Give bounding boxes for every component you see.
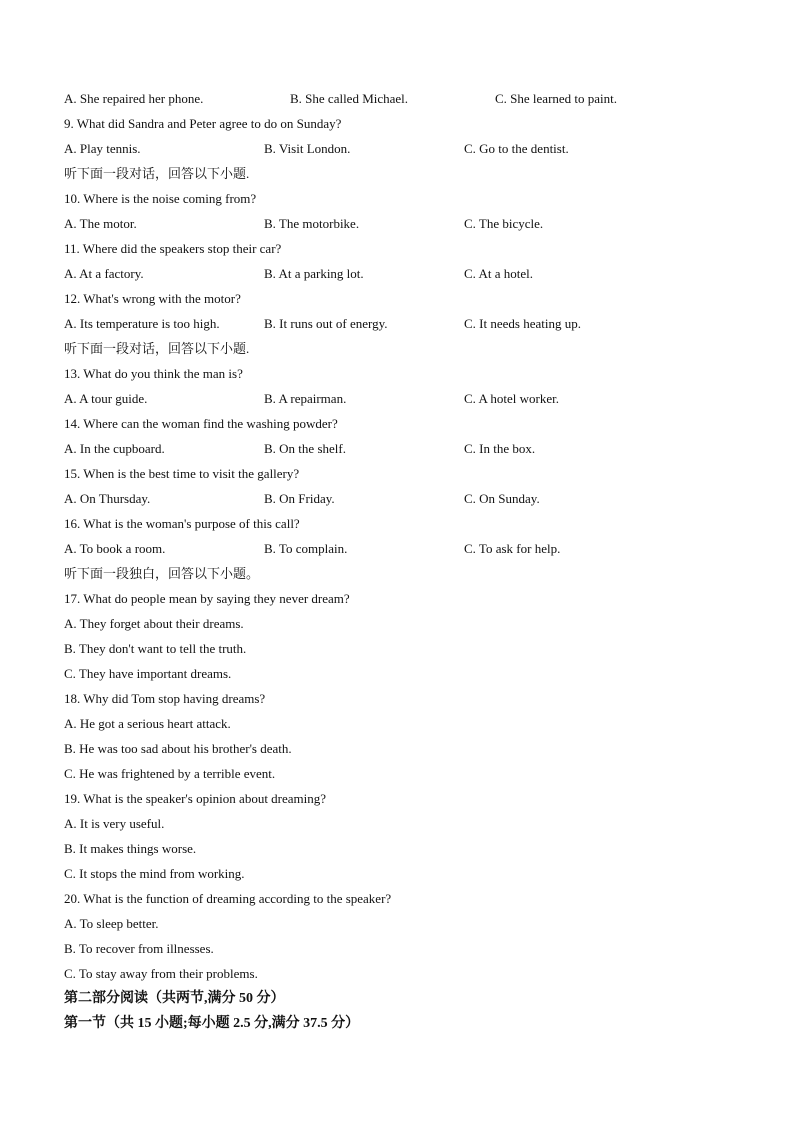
answer-option-b: B. The motorbike.	[264, 216, 360, 231]
answer-option-a: A. At a factory.	[64, 266, 144, 281]
answer-option: B. He was too sad about his brother's death.	[64, 741, 292, 756]
answer-option-c: C. Go to the dentist.	[464, 141, 569, 156]
answer-option-c: C. To ask for help.	[464, 541, 561, 556]
answer-option-a: A. In the cupboard.	[64, 441, 165, 456]
answer-option-c: C. In the box.	[464, 441, 536, 456]
question-text: 12. What's wrong with the motor?	[64, 291, 241, 306]
answer-option: C. They have important dreams.	[64, 666, 232, 681]
question-text: 17. What do people mean by saying they never dream?	[64, 591, 350, 606]
answer-option: A. He got a serious heart attack.	[64, 716, 231, 731]
answer-option-c: C. On Sunday.	[464, 491, 540, 506]
answer-option: B. It makes things worse.	[64, 841, 197, 856]
answer-option-a: A. A tour guide.	[64, 391, 148, 406]
listening-instruction: 听下面一段对话，回答以下小题.	[64, 166, 250, 181]
section-heading: 第二部分阅读（共两节,满分 50 分）	[64, 991, 285, 1006]
answer-option-b: B. On Friday.	[264, 491, 335, 506]
question-text: 14. Where can the woman find the washing powder?	[64, 416, 338, 431]
answer-option: C. It stops the mind from working.	[64, 866, 245, 881]
answer-option: A. They forget about their dreams.	[64, 616, 244, 631]
answer-option-b: B. At a parking lot.	[264, 266, 364, 281]
answer-option-a: A. To book a room.	[64, 541, 166, 556]
question-text: 11. Where did the speakers stop their car?	[64, 241, 282, 256]
answer-option-c: C. It needs heating up.	[464, 316, 581, 331]
question-text: 19. What is the speaker's opinion about dreaming?	[64, 791, 327, 806]
answer-option-b: B. She called Michael.	[290, 91, 409, 106]
answer-option-c: C. A hotel worker.	[464, 391, 559, 406]
answer-option-a: A. She repaired her phone.	[64, 91, 204, 106]
answer-option: B. To recover from illnesses.	[64, 941, 214, 956]
answer-option-b: B. A repairman.	[264, 391, 347, 406]
answer-option: B. They don't want to tell the truth.	[64, 641, 247, 656]
answer-option-b: B. On the shelf.	[264, 441, 346, 456]
answer-option-a: A. On Thursday.	[64, 491, 151, 506]
answer-option-b: B. Visit London.	[264, 141, 351, 156]
answer-option: C. He was frightened by a terrible event.	[64, 766, 276, 781]
answer-option-b: B. To complain.	[264, 541, 348, 556]
listening-instruction: 听下面一段对话，回答以下小题.	[64, 341, 250, 356]
answer-option-c: C. At a hotel.	[464, 266, 533, 281]
section-heading: 第一节（共 15 小题;每小题 2.5 分,满分 37.5 分）	[64, 1016, 360, 1031]
answer-option-a: A. Play tennis.	[64, 141, 141, 156]
answer-option-c: C. The bicycle.	[464, 216, 544, 231]
question-text: 10. Where is the noise coming from?	[64, 191, 257, 206]
question-text: 13. What do you think the man is?	[64, 366, 243, 381]
question-text: 18. Why did Tom stop having dreams?	[64, 691, 266, 706]
answer-option-a: A. The motor.	[64, 216, 137, 231]
answer-option-a: A. Its temperature is too high.	[64, 316, 220, 331]
question-text: 16. What is the woman's purpose of this call?	[64, 516, 300, 531]
answer-option: C. To stay away from their problems.	[64, 966, 258, 981]
question-text: 15. When is the best time to visit the gallery?	[64, 466, 300, 481]
answer-option: A. To sleep better.	[64, 916, 159, 931]
answer-option-b: B. It runs out of energy.	[264, 316, 388, 331]
answer-option: A. It is very useful.	[64, 816, 165, 831]
listening-instruction: 听下面一段独白，回答以下小题。	[64, 566, 260, 581]
question-text: 9. What did Sandra and Peter agree to do on Sunday?	[64, 116, 342, 131]
answer-option-c: C. She learned to paint.	[495, 91, 618, 106]
question-text: 20. What is the function of dreaming according to the speaker?	[64, 891, 392, 906]
